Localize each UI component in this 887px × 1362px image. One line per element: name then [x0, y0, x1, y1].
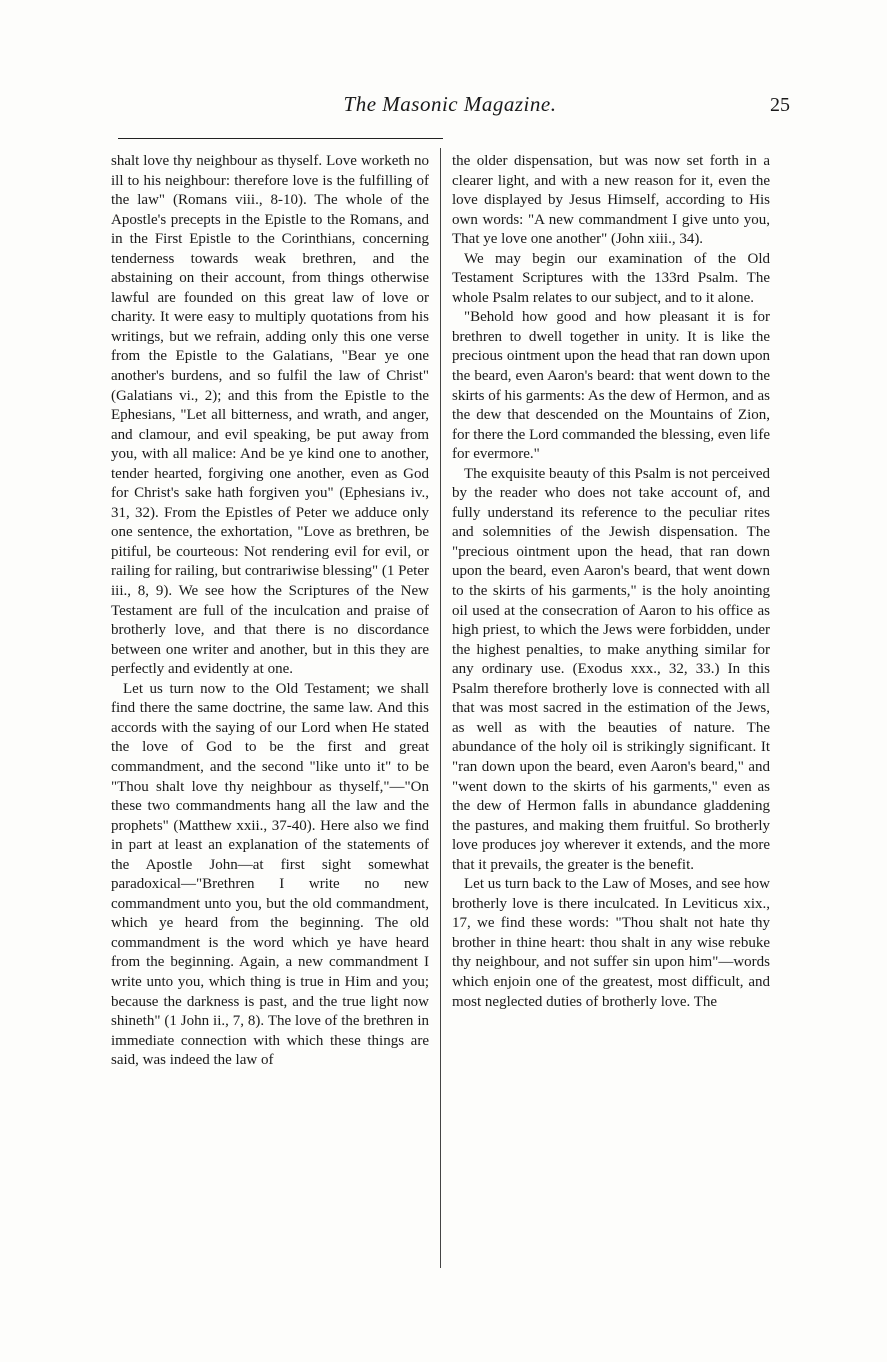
right-column — [452, 152, 770, 1012]
running-header — [110, 92, 790, 120]
paragraph: the older dispensation, but was now set forth in a clearer light, and with a new reason for it, even the love displayed by Jesus Himself, according to His own words: "A new commandment I give unto you, That ye love one another" (John xiii., 34). — [452, 153, 770, 248]
page-number: 25 — [770, 94, 790, 116]
header-rule — [118, 138, 443, 139]
paragraph: shalt love thy neighbour as thyself. Love worketh no ill to his neighbour: therefore love is the fulfilling of the law" (Romans viii., 8-10). The whole of the Apostle's precepts in the Epistle to the Romans, and in the First Epistle to the Corinthians, concerning tenderness towards weak brethren, and the abstaining on their account, from things otherwise lawful are founded on this great law of love or charity. It were easy to multiply quotations from his writings, but we refrain, adding only this one verse from the Epistle to the Galatians, "Bear ye one another's burdens, and so fulfil the law of Christ" (Galatians vi., 2); and this from the Epistle to the Ephesians, "Let all bitterness, and wrath, and anger, and clamour, and evil speaking, be put away from you, with all malice: And be ye kind one to another, tender hearted, forgiving one another, even as God for Christ's sake hath forgiven you" (Ephesians iv., 31, 32). From the Epistles of Peter we adduce only one sentence, the exhortation, "Love as brethren, be pitiful, be courteous: Not rendering evil for evil, or railing for railing, but contrariwise blessing" (1 Peter iii., 8, 9). We see how the Scriptures of the New Testament are full of the inculcation and praise of brotherly love, and that there is no discordance between one writer and another, but in this they are perfectly and evidently at one. — [111, 153, 429, 678]
paragraph: The exquisite beauty of this Psalm is not perceived by the reader who does not take account of, and fully understand its reference to the peculiar rites and solemnities of the Jewish dispensation. The "precious ointment upon the head, that ran down upon the beard, even Aaron's beard, that went down to the skirts of his garments," is the holy anointing oil used at the consecration of Aaron to his office as high priest, to which the Jews were forbidden, under the highest penalties, to make anything similar for any ordinary use. (Exodus xxx., 32, 33.) In this Psalm therefore brotherly love is connected with all that was most sacred in the estimation of the Jews, as well as with the beauties of nature. The abundance of the holy oil is strikingly significant. It "ran down upon the beard, even Aaron's beard," and "went down to the skirts of his garments," even as the dew of Hermon falls in abundance gladdening the pastures, and making them fruitful. So brotherly love produces joy wherever it extends, and the more that it prevails, the greater is the benefit. — [452, 465, 770, 873]
paragraph: Let us turn back to the Law of Moses, and see how brotherly love is there inculcated. In Leviticus xix., 17, we find these words: "Thou shalt not hate thy brother in thine heart: thou shalt in any wise rebuke thy neighbour, and not suffer sin upon him"—words which enjoin one of the greatest, most difficult, and most neglected duties of brotherly love. The — [452, 876, 770, 1010]
running-title: The Masonic Magazine. — [343, 92, 557, 116]
column-divider — [440, 148, 441, 1268]
paragraph: "Behold how good and how pleasant it is for brethren to dwell together in unity. It is like the precious ointment upon the head that ran down upon the beard, even Aaron's beard: that went down to the skirts of his garments: As the dew of Hermon, and as the dew that descended on the Mountains of Zion, for there the Lord commanded the blessing, even life for evermore." — [452, 309, 770, 463]
left-column — [111, 152, 429, 1071]
paragraph: Let us turn now to the Old Testament; we shall find there the same doctrine, the same law. And this accords with the saying of our Lord when He stated the love of God to be the first and great commandment, and the second "like unto it" to be "Thou shalt love thy neighbour as thyself,"—"On these two commandments hang all the law and the prophets" (Matthew xxii., 37-40). Here also we find in part at least an explanation of the statements of the Apostle John—at first sight somewhat paradoxical—"Brethren I write no new commandment unto you, but the old commandment, which ye heard from the beginning. The old commandment is the word which ye have heard from the beginning. Again, a new commandment I write unto you, which thing is true in Him and you; because the darkness is past, and the true light now shineth" (1 John ii., 7, 8). The love of the brethren in immediate connection with which these things are said, was indeed the law of — [111, 680, 429, 1069]
paragraph: We may begin our examination of the Old Testament Scriptures with the 133rd Psalm. The whole Psalm relates to our subject, and to it alone. — [452, 250, 770, 306]
